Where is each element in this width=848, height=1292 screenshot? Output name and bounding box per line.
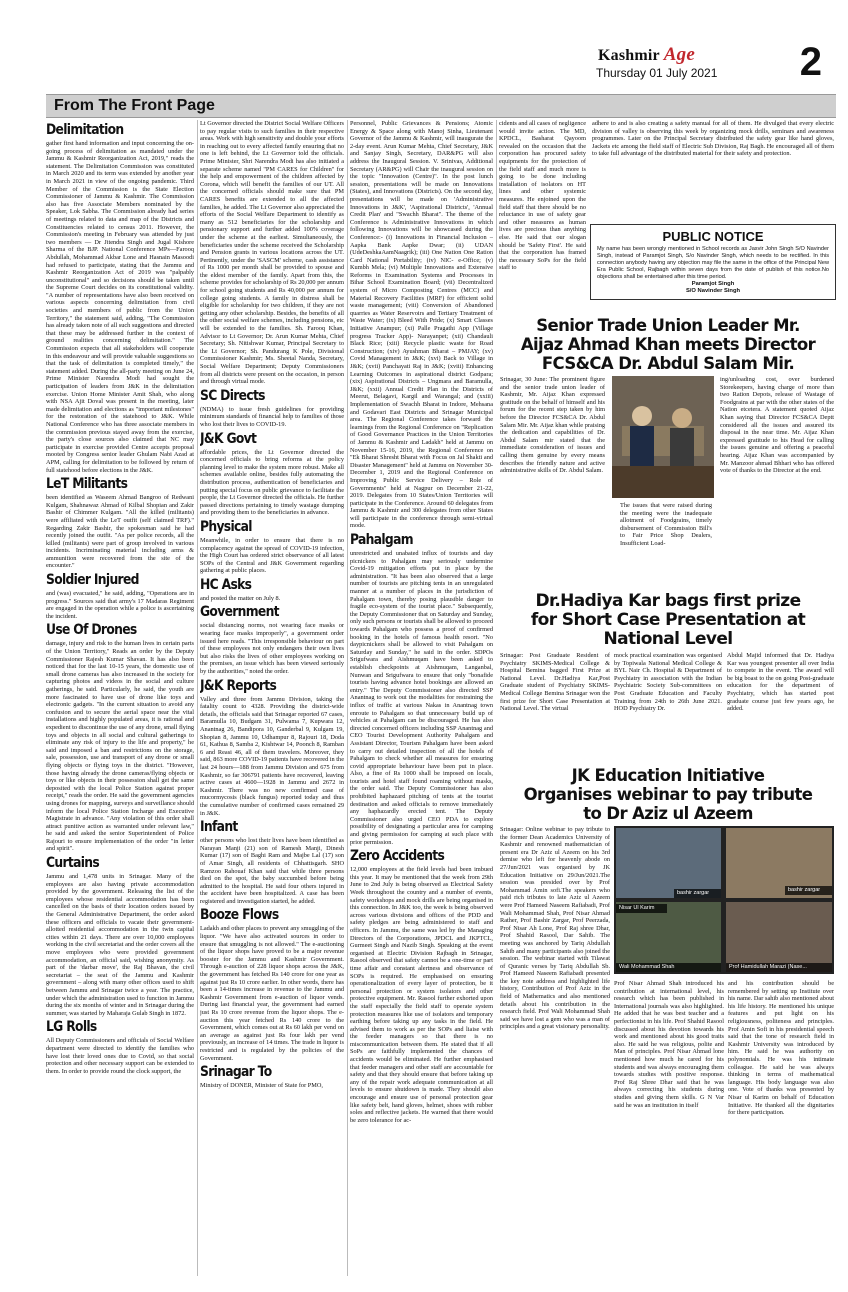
column-divider bbox=[496, 120, 497, 310]
story1-col-c: ing/unloading cost, over burdened Storekeepers, having charge of more than two Ration Depots, release of Wastage of Foodgrains at par with the other states of the Nation etcetera. A statement quoted Aijaz Khan saying that Director FCS&CA Deptt considered all the issues and assured its disposal in the near time. Mr. Aijaz Khan expressed gratitude to his Head for calling the issues genuine and offering a peaceful hearing. Aijaz Khan was accompanied by Mr. Manzoor ahmad Bhhari who has offered vote of thanks to the Director at the end. bbox=[720, 376, 834, 475]
story-body: Jammu and 1,478 units in Srinagar. Many of the employees are also having private accommodation provided by the government. Releasing the list of the employees whose residential accommodation has been cancelled on the basis of their location orders issued by the General Administrative Department, the order asked these officers and officials to vacate their government-allotted residential accommodation in the twin capital cities within 21 days. There are over 10,000 employees working in the civil secretariat and the order covers all the move employees who were provided government accommodation, an official said, wishing anonymity. As part of the 'darbar move', the Raj Bhavan, the civil secretariat – the seat of the Jammu and Kashmir government – along with many other offices used to shift between Jammu and Srinagar twice a year. The practice, under which the administration used to function in Jammu during the six months of winter and in Srinagar during the summer, was started by Maharaja Gulab Singh in 1872. bbox=[46, 873, 194, 1017]
video-tile: bashir zargar bbox=[726, 828, 832, 898]
story-heading: Infant bbox=[200, 819, 238, 836]
story1-col-a: Srinagar, 30 June: The prominent figure and the senior trade union leader of Kashmir, Mr. Aijaz Khan expressed gratitude on the behalf of himself and his forum for the recent step taken by him before the Director FCS&CA Dr. Abdul Salam Mir. Mr. Aijaz khan while praising the dedication and capabilities of Dr. Abdul Salam mir stated that the immediate consideration of issues and calling them genuine by every means describes the friendly nature and active administrative skills of Dr. Abdul Salam. bbox=[500, 376, 605, 475]
story-body: social distancing norms, not wearing face masks or wearing face masks improperly", a government order issued here reads. "This irresponsible behaviour on part of these employees not only endangers their own lives but also risks the lives of other employees working on the premises, an issue which has been viewed seriously by the authorities," noted the order. bbox=[200, 622, 344, 676]
story-heading: LeT Militants bbox=[46, 476, 128, 493]
story-delimitation bbox=[46, 122, 194, 474]
story-heading: SC Directs bbox=[200, 387, 265, 404]
story-body: and posted the matter on July 8. bbox=[200, 594, 281, 602]
webinar-screenshot bbox=[614, 826, 834, 974]
notice-body: My name has been wrongly mentioned in School records as Jasvir John Singh S/O Navinder Singh, instead of Paramjot Singh, S/o Navinder Singh, which needs to be rectified. In this connection anybody having any objection may file the same in the office of the Principal New Era Public School, Rajbagh within seven days from the date of publish of this notice.No objections shall be entertained after this time period. bbox=[597, 246, 829, 280]
story-heading: Booze Flows bbox=[200, 907, 279, 924]
section-header bbox=[46, 94, 836, 118]
issue-date: Thursday 01 July 2021 bbox=[596, 66, 718, 80]
notice-title: PUBLIC NOTICE bbox=[662, 229, 764, 244]
story2-col-a: Srinagar: Post Graduate Resident of Psychiatry SKIMS-Medical College & Hospital Bemina bagged First Prize at National Level. Dr.Hadiya Kar,Post Graduate student of Psychiatry SKIMS-Medical College Bemina Srinagar won the first prize for Short Case Presentation at National Level. The virtual bbox=[500, 652, 610, 713]
story-body: other persons who lost their lives have been identified as Narayan Manji (21) son of Ramesh Manji, Dinesh Kumar (17) son of Baghi Ram and Majbe Lal (17) son of Amar Singh, all residents of Chhattisgarh. SHO Ramzoo Rahouaf Khan said that while three persons died on the spot, the baby succumbed before being admitted to the hospital. He said four others injured in the accident have been hospitalized. A case has been registered and investigation started, he added. bbox=[200, 837, 344, 905]
public-notice-box bbox=[590, 224, 836, 300]
story-heading: J&K Govt bbox=[200, 430, 257, 447]
story-heading: Zero Accidents bbox=[350, 848, 445, 865]
story-body: Personnel, Public Grievances & Pensions; Atomic Energy & Space along with Manoj Sinha, Lieutenant Governor of the Jammu & Kashmir, will inaugurate the 2-day event. Arun Kumar Mehta, Chief Secretary, J&K and Sanjay Singh, Secretary, DAR&PG will also address the Inaugural Session. V. Srinivas, Additional Secretary (AR&PG) will Chair the inaugural session on the topic "Innovation (Centre)". In the post lunch session, presentations will be made on Innovations (States), and Innovations (Districts). On the second day, presentations will be made on 'Administrative Innovations in J&K', 'Aspirational Districts', 'Annual Credit Plan' and "Swachh Bharat". The theme of the Conference is Administrative Innovations in which following Innovations will be showcased during the Conference:- (i) Innovations in Financial Inclusion – Aapka Bank Aapke Dwar; (ii) UDAN (UdeDeshkaAamNaagrik); (iii) One Nation One Ration Card National Portability; (iv) NIC- e-Office; (v) Kumbh Mela; (vi) Multiple Innovations and Extensive Reforms in Examination Systems and Processes in Bihar School Examination Board; (vii) Decentralized system of Micro Composting Centres (MCC) and Material Recovery Facilities (MRF) for efficient solid waste management; (viii) Conversion of Abandoned quarries as Water Reservoirs and Tertiary Treatment of Waste Water; (ix) Bleed With Pride; (x) Smart Classes Initiative Anampur; (xi) Palle Pragathi App (Village progress Tracker App)- Narayanpet; (xii) Chandauli Black Rice; (xiii) Recycle plastic waste for Road Construction; (xiv) Ayushman Bharat – PMJAY; (xv) Covid Management in J&K; (xvi) Back to Village in J&K; (xvii) Panchayati Raj in J&K; (xviii) Enhancing Learning Outcomes in aspirational district Godpara; (xix) Aspirational Districts – Ungmara and Baramulla, J&K; (xxii) Annual Credit Plan in the Districts of Meerut, Belagavi, Kargil and Warangal; and (xxiii) Implementation of Swachh Bharat in Indore, Mehsana and Godavari East Districts and Srinagar Municipal area. The Regional Conference takes forward the learnings from the Regional Conference on "Replication of Good Governance Practices in the Union Territories of Jammu & Kashmir and Ladakh" held at Jammu on November 15-16, 2019, the Regional Conference on "Ek Bharat Shresht Bharat with Focus on Jal Shakti and Disaster Management" held at Jammu on November 30-December 1, 2019 and the Regional Conference on Improving Public Service Delivery – Role of Governments" held at Nagpur on December 21-22, 2019. Delegates from 10 States/Union Territories will participate in the Conference. Around 60 delegates from Jammu & Kashmir and 300 delegates from other States will participate in the conference through semi-virtual mode. bbox=[350, 120, 493, 530]
story-body: cidents and all cases of negligence would invite action. The MD, KPDCL, Basharat Qayoom revealed on the occasion that the corporation has procured safety equipments for the protection of the field staff and much more is going to be done including installation of isolators on HT lines and other systemic measures. He enjoined upon the field staff that there should be no reluctance in use of safety gear and other measures as human lives are precious than anything else. He said that our slogan should be 'Safety First'. He said that the corporation has framed the necessary SoPs for the field staff to bbox=[499, 120, 586, 272]
story3-col-c: and his contribution should be remembered by setting up Institute over his name. Dar sahib also mentioned about his life history. He mentioned his unique features and put light on his religiousness, politeness and principles. Prof Amin Sofi in his presidential speech said that the tone of research field in Kashmir University was introduced by him. He said he was authority on polynomials. He was his intimate colleague. He said he was always thinking in terms of mathematical language. His body language was also one. Vote of thanks was presented by Nisar ul Karim on behalf of Education Initiative. He thanked all the dignitaries for there participation. bbox=[728, 980, 834, 1117]
headline-hadiya-kar: Dr.Hadiya Kar bags first prize for Short Case Presentation at National Level bbox=[530, 591, 806, 649]
story3-col-a: Srinagar: Online webinar to pay tribute to the former Dean Academics University of Kashmir and renowned mathematician of present era Dr Aziz ul Azeem on his 3rd demise who left for heavenly abode on 27/Jun/2021 was organised by JK Education Initiative on 29/Jun/2021.The session was presided over by Prof Mohammad Amin sofi.The speakers who paid rich tributes to late Aziz ul Azeem were Prof Hameed Naseem Rafiabadi, Prof Wali Mohammad Shah, Prof Nisar Ahmad Rather, Prof Bashir Zargar, Prof Peerzada, Prof Nisar Ah Lone, Prof Raj shree Dhar, Prof Shahid Rasool, Dar Sahib. The meeting was anchored by Tariq Abdullah Sahib and many participants also joined the session. The webinar started with Tilawat of Quranic verses by Tariq Abdullah Sb. Prof Hameed Naseem Rafiabadi presented the key note address and highlighted life history, Contribution of Prof Aziz in the field of Mathematics and also mentioned details about his contribution in the research field. Prof Wali Mohammad Shah said we have lost a gem who was a man of principles and a great visionary personality. bbox=[500, 826, 610, 1031]
story-heading: LG Rolls bbox=[46, 1019, 97, 1036]
headline-trade-union: Senior Trade Union Leader Mr. Aijaz Ahmad Khan meets Director FCS&CA Dr. Abdul Salam Mir. bbox=[520, 316, 816, 373]
section-title: From The Front Page bbox=[54, 97, 215, 114]
story-heading: Pahalgam bbox=[350, 532, 413, 549]
story-heading: Delimitation bbox=[46, 122, 124, 138]
masthead bbox=[586, 40, 836, 88]
story-body: adhere to and is also creating a safety manual for all of them. He divulged that every electric division of valley is observing this week by organizing mock drills, seminars and awareness programmes. Later on the Principal Secretary distributed the safety gear like hand gloves, Jackets etc among the field staff of Electric Sub Division, Raj Bagh. He encouraged all of them to take full advantage of the distributed material for their safety and protection. bbox=[592, 120, 834, 158]
story-body: Valley and three from Jammu Division, taking the fatality count to 4328. Providing the district-wide details, the officials said that Srinagar reported 67 cases, Baramulla 10, Budgam 31, Pulwama 7, Kupwara 12, Anantnag 26, Bandipora 10, Ganderbal 9, Kulgam 19, Shopian 8, Jammu 10, Udhampur 8, Rajouri 18, Doda 61, Kathua 8, Samba 2, Kishtwar 14, Poonch 8, Ramban 6 and Reasi 46, all of them travelers. Moreover, they said, 863 more COVID-19 patients have recovered in the last 24 hours—188 from Jammu Division and 675 from Kashmir, so far 306791 patients have recovered, leaving active cases at 4600—1928 in Jammu and 2672 in Kashmir. There was no new confirmed case of mucormycosis (black fungus) reported today and thus the cumulative number of confirmed cases remained 29 in J&K. bbox=[200, 695, 344, 817]
story-heading: HC Asks bbox=[200, 576, 252, 593]
story-heading: Curtains bbox=[46, 855, 100, 872]
story-body: damage, injury and risk to the human lives in certain parts of the Union Territory," Reads an order by the Deputy Commissioner Rajesh Kumar Shavan. It has also been noticed that for the last 10-15 years, the domestic use of small drone cameras has also increased in the society for capturing photos and videos in the social and culture gatherings, he said. Particularly, he said, the youth are more fascinated to have use of drone like toys and electronic gadgets. "In the current situation to avoid any confusion and to secure the aerial space near the vital installations and highly populated areas, it is rational and expedient to discontinue the use of any drone, small flying toys and objects in all social and cultural gatherings to eliminate any risk of injury to the life and property," he said and imposed a ban and restrictions on the storage, sale, possession, use and transport of any drone or small flying objects or flying toys in the district. "However, those having already the drone cameras/flying objects or toys or like objects in their possession shall get the same deposited with the local Police Station against proper receipt," reads the order. He said the government agencies using drones for mapping, surveys and surveillance should inform the local Police Station Incharge and Executive Magistrate in advance. "Any violation of this order shall attract punitive action as warranted under relevant law," he said and asked the senior Superintendent of Police Rajouri to ensure implementation of the order "in letter and spirit". bbox=[46, 640, 194, 853]
story-lg-rolls bbox=[46, 1019, 194, 1075]
story-body: Lt Governor directed the District Social Welfare Officers to pay regular visits to such families in their respective areas. Work with high sensitivity and double your efforts in reaching out to every affected family ensuring that no one is left behind, the Lt Governor told the officials. Prime Minister, Shri Narendra Modi has also initiated a separate scheme named "PM CARES for Children" for the help and empowerment of the children affected by Corona, which will benefit the families of our UT. All the concerned officials should make sure that PM CARES benefits are extended to all the affected families, he added. The Lt Governor also appreciated the efforts of the Social Welfare Department to identify as many as 512 beneficiaries for the scholarship and pensionary support and further added 100% coverage under the scheme at the earliest. Simultaneously, the beneficiaries under the scheme received the Scholarship and Pension grants in various locations across the UT. Pertinently, under the 'SASCM' scheme, cash assistance of Rs 1000 per month shall be provided to spouse and the eldest member of the family. Apart from this, the scheme provides for scholarship of Rs 20,000 per annum for school going students and Rs 40,000 per annum for college going students. A family in distress shall be eligible for scholarship for two children, if they are not getting any other scholarship. Besides, the benefits of all the other social welfare schemes, including pensions, etc will be extended to the families. Sh. Farooq Khan, Advisor to Lt Governor; Dr. Arun Kumar Mehta, Chief Secretary; Sh. Nitishwar Kumar, Principal Secretary to the Lt Governor; Sh. Pandurang K Pole, Divisional Commissioner Kashmir; Ms. Sheetal Nanda, Secretary, Social Welfare Department; Deputy Commissioners from all districts were present on the occasion, in person and through virtual mode. bbox=[200, 120, 344, 386]
story1-col-b: The issues that were raised during the meeting were the inadequate allotment of Foodgrains, timely disbursement of Commission Bill's to Fair Price Shop Dealers, Insufficient Load- bbox=[620, 502, 712, 547]
story-heading: Government bbox=[200, 604, 279, 621]
story-body: gather first hand information and input concerning the on-going process of delimitation as mandated under the Jammu & Kashmir Reorganization Act, 2019," reads the statement. The Delimitation Commission was constituted in March 2020 and its term was extended by another year in March 2021 in view of the ongoing pandemic. Third Member of the Commission is the State Election Commissioner of Jammu & Kashmir. The Commission also has five Associate Members nominated by the Speaker, Lok Sabha. The Commission already had series of meetings related to data and map of the Districts and Constituencies related to census 2011. However, the Commission's meeting in February was attended by just two members — Dr Jitendra Singh and Jugal Kishore Sharma of the BJP. National Conference MPs—Farooq Abdullah, Mohammad Akbar Lone and Hasnain Masoodi had refused to participate, stating that the Jammu and Kashmir Reorganization Act of 2019 was "palpably unconstitutional" and so decisions should be taken until the Supreme Court decides on its constitutional validity. "A number of representations have also been received on various aspects concerning delimitation from civil societies and members of public from the Union Territory," the statement said, adding, "The Commission has already taken note of all such suggestions and directed that these may be addressed further in the context of ground realities concerning delimitation." The Commission expects that all stakeholders will cooperate in this endeavour and will provide valuable suggestions so that the task of delimitation is completed timely," the statement added. During the all-party meeting on June 24, Prime Minister Narendra Modi had sought the participation of leaders from J&K in the delimitation exercise. Union Home Minister Amit Shah, who along with NSA Ajit Doval was present in the meeting, later made delimitation and elections as "important milestones" for the restoration of the statehood to J&K. While National Conference who has three associate members in the commission previous stayed away from the exercise, the party's close sources also claimed that NC may participate in exercise provided Centre accepts proposal mooted by Congress senior leader Ghulam Nabi Azad at APM, calling for delimitation to be followed by return of full statehood before elections in the J&K. bbox=[46, 140, 194, 474]
column-3 bbox=[350, 120, 493, 1290]
story-body: affordable prices, the Lt Governor directed the concerned officials to bring reforms at the policy planning level to make the system more robust. Make all schemes available online, besides fully automating the distribution process, authentication of beneficiaries and putting special focus on public grievance to facilitate the people, the Lt Governor directed the officials. He further passed directions pertaining to timely wastage dumping and providing them to the beneficiaries in advance. bbox=[200, 448, 344, 517]
headline-jk-education: JK Education Initiative Organises webinar to pay tribute to Dr Aziz ul Azeem bbox=[523, 766, 813, 823]
story-body: and (was) evacuated," he said, adding, "Operations are in progress." Sources said that army's 17 Madaras Regiment are engaged in the operation while a police is ascertaining the incident. bbox=[46, 590, 194, 620]
story-body: Meanwhile, in order to ensure that there is no complacency against the spread of COVID-19 infection, the High Court has ordered strict observance of all latest SOPs of the Central and J&K Government regarding gathering at public places. bbox=[200, 536, 344, 575]
story-heading: Srinagar To bbox=[200, 1064, 272, 1081]
story-let-militants bbox=[46, 476, 194, 570]
column-5-top bbox=[592, 120, 834, 220]
video-tile: bashir zargar bbox=[616, 828, 721, 898]
column-1 bbox=[46, 120, 194, 1290]
story-heading: Use Of Drones bbox=[46, 622, 137, 639]
story-body: All Deputy Commissioners and officials of Social Welfare department were directed to identify the families who have lost their loved ones due to Covid, so that social protection and other necessary support can be extended to them. In order to provide round the clock support, the bbox=[46, 1037, 194, 1075]
video-tile: Nisar Ul Karim Wali Mohammad Shah bbox=[616, 902, 721, 972]
photo-people-icon bbox=[612, 376, 714, 498]
story2-col-b: mock practical examination was organised by Topiwala National Medical College & BYL Nair Ch. Hospital & Department of Psychiatry in association with the Indian Psychiatric Society Sub-committees on Post Graduate Education and Faculty Training from 24th to 26th June 2021. HOD Psychiatry Dr. bbox=[614, 652, 722, 713]
story-heading: Physical bbox=[200, 518, 252, 535]
story-body: been identified as Waseem Ahmad Bangroo of Redwani Kulgam, Shahnawaz Ahmad of Kilbal Shopian and Zakir Bashir of Chimmer Kulgam. "All the killed (militants) were affiliated with the LeT outfit (self claimed TRF)." Regarding Zakir Bashir, the spokesman said he had recently joined the outfit. "As per police records, all the killed (militants) were part of group involved in various incidents. Incriminating material including arms & ammunition were recovered from the site of the encounter." bbox=[46, 494, 194, 570]
photo-meeting bbox=[612, 376, 714, 498]
story-use-of-drones bbox=[46, 622, 194, 853]
notice-signature: Paramjot Singh bbox=[691, 281, 735, 287]
story-heading: Soldier Injured bbox=[46, 572, 139, 589]
column-2 bbox=[200, 120, 344, 1290]
story-body: (NDMA) to issue fresh guidelines for providing minimum standards of financial help to families of those who lost their lives to COVID-19. bbox=[200, 405, 344, 428]
video-tile: Prof Hamidullah Marazi (Nase... bbox=[726, 902, 832, 972]
column-divider bbox=[347, 120, 348, 1276]
story-curtains bbox=[46, 855, 194, 1017]
story-body: Ministry of DONER, Minister of State for PMO, bbox=[200, 1082, 323, 1090]
story-body: Ladakh and other places to prevent any smuggling of the liquor. "We have also activated sources in order to ensure that smuggling is not allowed." The e-auctioning of the liquor shops have proved to be a major revenue booster for the Jammu and Kashmir Government. Through e-auction of 228 liquor shops across the J&K, the government has fetched Rs 140 crore for one year as against just Rs 10 crore earlier. In other words, there has been a 14-times increase in revenue to the Jammu and Kashmir Government from e-auction of liquor vends. During last financial year, the government had earned just Rs 10 crore revenue from the liquor shops. The e-auction this year fetched Rs 140 crore to the Government, which comes out at Rs 60 lakh per vend on an average as against just Rs four lakh per vend previously, an increase of 14 times. The trade in liquor is restricted and is regulated by the policies of the Government. bbox=[200, 925, 344, 1062]
column-4-top bbox=[499, 120, 586, 310]
story-soldier-injured bbox=[46, 572, 194, 620]
story-body: unrestricted and unabated influx of tourists and day picnickers to Pahalgam may seriously undermine Covid-19 mitigation efforts put in place by the administration. "It has been also observed that a large number of tourists are pitching tents in an unregulated manner at a number of places in the jurisdiction of Pahalgam town, thereby posing plausible danger to fragile eco-system of the tourist place." Subsequently, the Deputy Commissioner that on Saturday and Sunday, only such persons or tourists shall be allowed to proceed towards Pahalgam who possess a proof of confirmed booking in the hotels of famous health resort. "No daypicnickers shall be allowed to visit Pahalgam on Saturday and Sunday," he said in the order. SDPOs Srigufwara and Aishmuqam have been asked to establish checkpoints at Aishmuqam, Langanbal, Nunwan and Srigufwara to ensure that only "bonafide tourists having advance hotel bookings are allowed an entry." The Deputy Commissioner also directed SSP Anantnag to work out the modalities for restraining the influx of traffic at various Nakas in Anantnag town enroute to Pahalgam so that unnecessary build up of vehicles at Pahalgam can be discouraged. He has also directed concerned officers including SSP Anantnag and CEO Tourist Development Authority Pahalgam and Assistant Director, Tourism Pahalgam have been asked to carry out detailed inspection of all the hotels of Pahalgam to check whether all measures for ensuring covid appropriate behaviour have been put in place. Also, a fine of Rs 1000 shall be imposed on locals, tourists and hotel staff found roaming without masks, the order said. The Deputy Commissioner has also prohibited haphazard pitching of tents at the tourist destination and asked officials to remove immediately any haphazardly erected tent. The Deputy Commissioner also urged CEO PDA to explore possibility of designating a particular area for camping and giving permission for camping at such place with prior permission. bbox=[350, 550, 493, 846]
page-number: 2 bbox=[799, 40, 822, 84]
newspaper-logo: Kashmir Age bbox=[598, 44, 695, 65]
story-heading: J&K Reports bbox=[200, 677, 277, 694]
story3-col-b: Prof Nisar Ahmad Shah introduced his contribution at international level, his research which has been published in International journals was also highlighted. He added that he was best teacher and a perfectionist in his life. Prof Shahid Rasool discussed about his devotion towards his work and mentioned about his good traits also. He said he was religious, polite and Man of principles. Prof Nisar Ahmad lone mentioned how much he cared for his students and was always encouraging them towards studies with positive response. Prof Raj Shree Dhar said that he was always correcting his students during studies and giving them skills. G N Var said he was an institution in itself bbox=[614, 980, 724, 1109]
notice-signature-relation: S/O Navinder Singh bbox=[685, 288, 741, 294]
column-divider bbox=[197, 120, 198, 1276]
story2-col-c: Abdul Majid informed that Dr. Hadiya Kar was youngest presenter all over India to compete in the event. The award will be big boast to the on going Post-graduate education for the department of Psychiatry, which has started post graduate course just few years ago, he added. bbox=[727, 652, 834, 713]
story-body: 12,000 employees at the field levels had been imbued this year. It may be mentioned that the week from 29th June to 2nd July is being observed as Electrical Safety Week throughout the country and a number of events, safety workshops and mock drills are being organised in this connection. In J&K too, the week is being observed across various divisions and offices of the PDD and safety pledges are being administered to staff and officers. In Jammu, the same was led by the Managing Directors of the Corporations, JPDCL and JKPTCL, Gurmeet Singh and Nazib Singh. Speaking at the event organised at Electric Division Rajbagh in Srinagar, Rasool observed that safety cannot be a one-time or part time affair and constant alertness and observance of SOPs is required. He emphasised on ensuring operationalization of every layer of protection, be it personal protection or system isolators and other protective equipment. Mr. Rasool further exhorted upon the staff especially the field staff to operate system protection measures like use of isolators and temporary earthing before taking up any tasks in the field. He advised them to work as per the SOPs and liaise with the feeder managers so that there is no miscommunication between them. He stated that if all SoPs are faithfully implemented the chances of accidents would be eliminated. He further emphasised that feeder managers and other staff are accountable for safety and that they should ensure that before taking up any of the repair work adequate communication at all levels to ensure shutdown is made. They should also encourage and ensure use of personal protection gear like safety belt, hand gloves, helmet, shoes with rubber soles and reflective jackets. He warned that there would be zero tolerance for ac- bbox=[350, 866, 493, 1124]
